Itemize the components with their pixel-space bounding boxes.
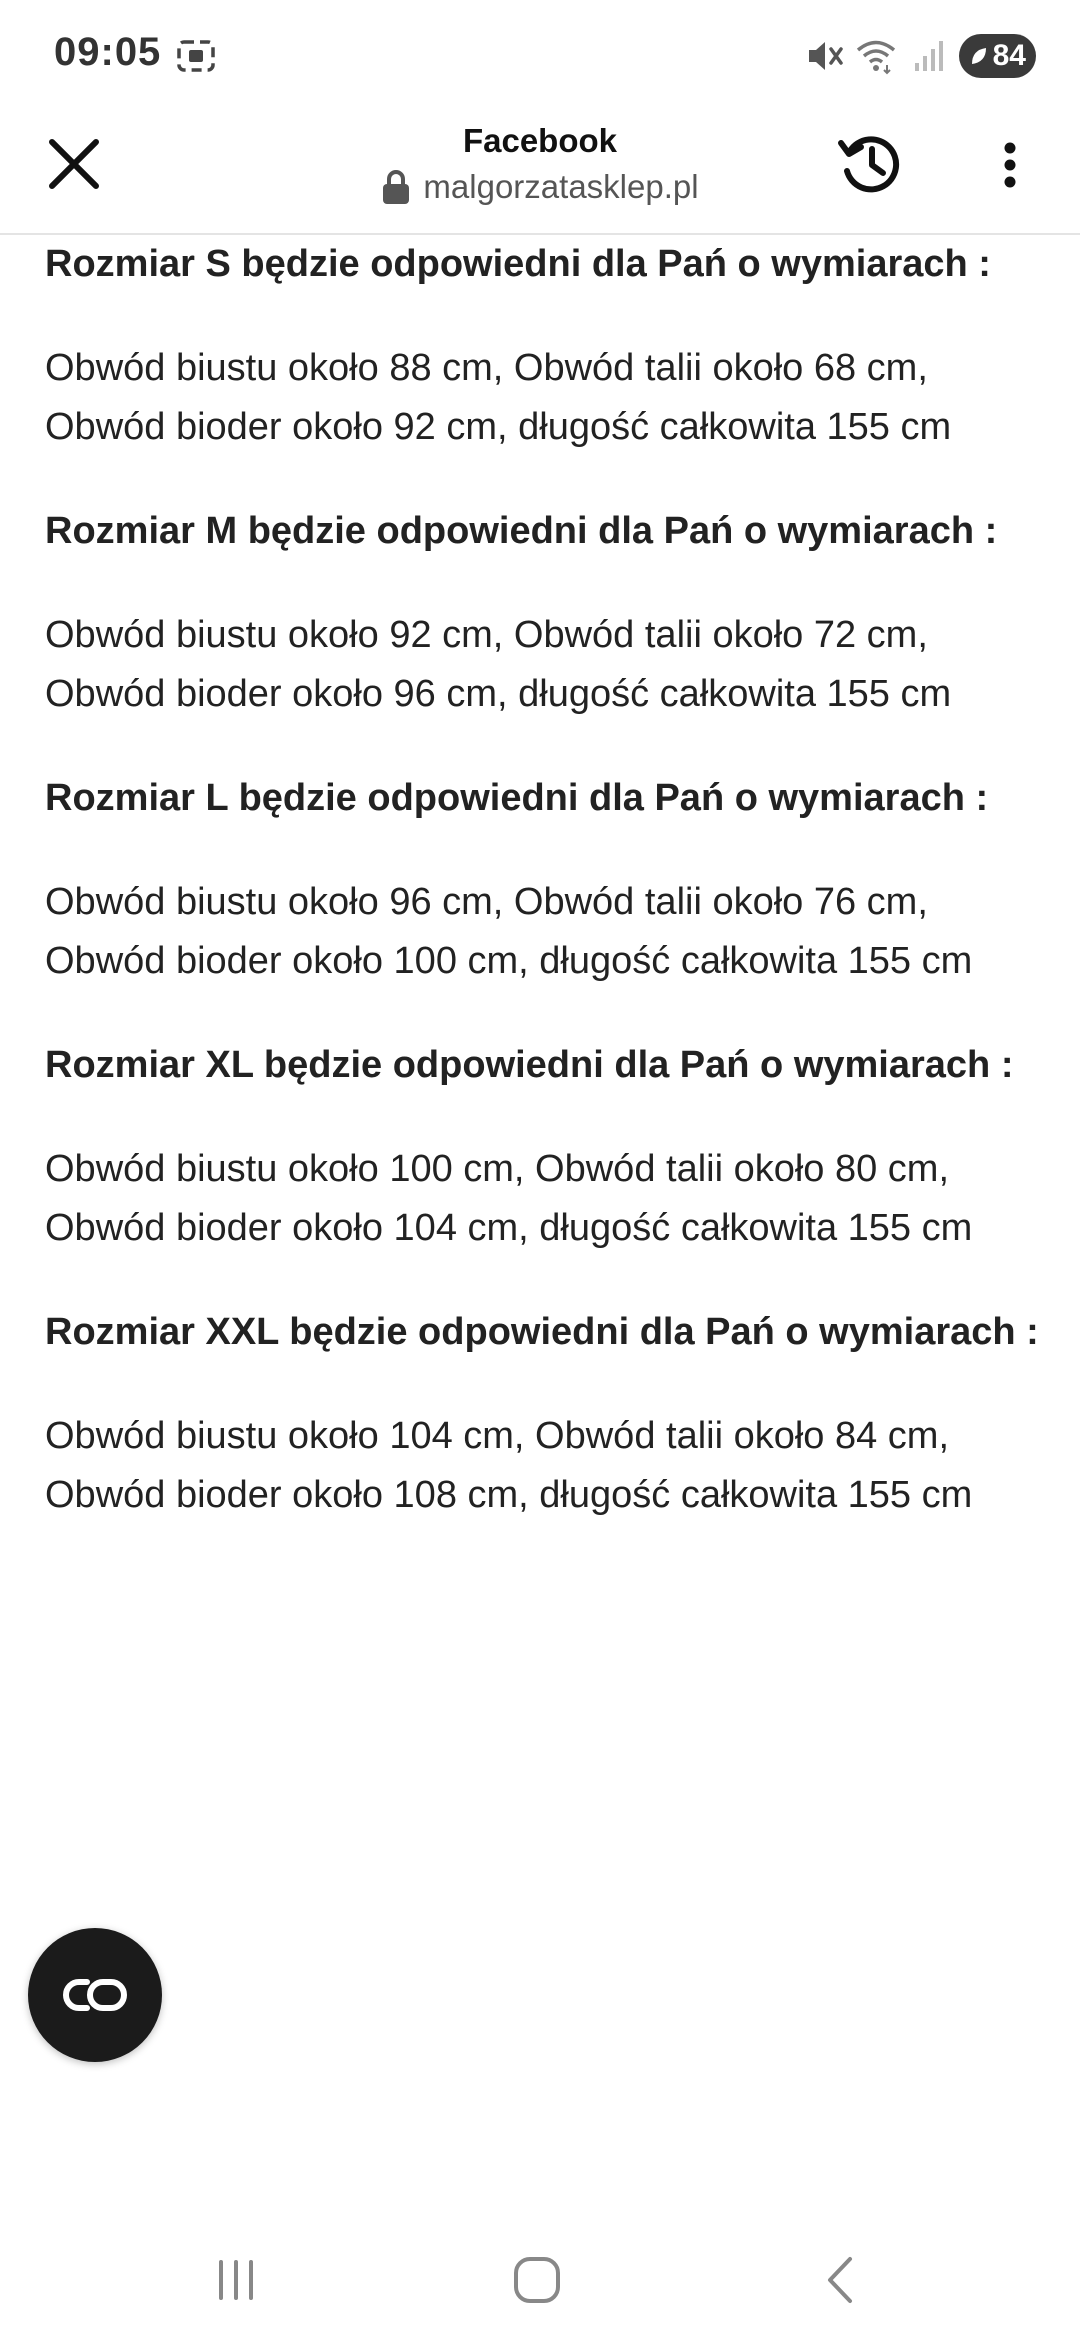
battery-indicator	[959, 34, 1036, 78]
header-title-block	[300, 122, 780, 206]
size-block-l	[45, 769, 1045, 991]
system-nav-bar	[0, 2220, 1080, 2340]
browser-header	[0, 110, 1080, 235]
battery-saver-icon	[969, 44, 989, 68]
back-button[interactable]	[800, 2250, 880, 2310]
size-block-xxl	[45, 1303, 1045, 1525]
wifi-icon	[855, 35, 897, 77]
close-icon	[46, 136, 102, 192]
status-bar	[0, 0, 1080, 110]
size-heading: Rozmiar M będzie odpowiedni dla Pań o wymiarach :	[45, 510, 998, 552]
size-description: Obwód biustu około 92 cm, Obwód talii około 72 cm, Obwód bioder około 96 cm, długość całkowita 155 cm	[45, 614, 952, 715]
more-vert-icon	[1002, 140, 1018, 190]
status-time: 09:05	[54, 30, 162, 74]
size-block-s	[45, 235, 1045, 457]
history-icon	[836, 129, 906, 199]
screenshot-icon	[176, 38, 216, 74]
lock-icon	[381, 168, 411, 206]
page-url: malgorzatasklep.pl	[423, 168, 699, 205]
size-description: Obwód biustu około 96 cm, Obwód talii około 76 cm, Obwód bioder około 100 cm, długość całkowita 155 cm	[45, 881, 973, 982]
size-description: Obwód biustu około 100 cm, Obwód talii około 80 cm, Obwód bioder około 104 cm, długość całkowita 155 cm	[45, 1148, 973, 1249]
url-row[interactable]	[300, 168, 780, 206]
size-description: Obwód biustu około 88 cm, Obwód talii około 68 cm, Obwód bioder około 92 cm, długość całkowita 155 cm	[45, 347, 952, 448]
close-button[interactable]	[40, 130, 108, 198]
more-options-button[interactable]	[985, 132, 1035, 198]
recent-apps-button[interactable]	[196, 2250, 276, 2310]
battery-level: 84	[992, 39, 1026, 72]
size-description: Obwód biustu około 104 cm, Obwód talii około 84 cm, Obwód bioder około 108 cm, długość całkowita 155 cm	[45, 1415, 973, 1516]
size-heading: Rozmiar L będzie odpowiedni dla Pań o wymiarach :	[45, 777, 989, 819]
size-chart-content	[45, 235, 1045, 1570]
size-heading: Rozmiar XXL będzie odpowiedni dla Pań o wymiarach :	[45, 1311, 1039, 1353]
history-button[interactable]	[833, 126, 909, 202]
home-button[interactable]	[497, 2250, 577, 2310]
size-block-xl	[45, 1036, 1045, 1258]
size-heading: Rozmiar XL będzie odpowiedni dla Pań o wymiarach :	[45, 1044, 1014, 1086]
page-title: Facebook	[462, 122, 618, 159]
floating-link-button[interactable]	[28, 1928, 162, 2062]
size-block-m	[45, 502, 1045, 724]
home-icon	[511, 2254, 563, 2306]
signal-icon	[907, 35, 949, 77]
size-heading: Rozmiar S będzie odpowiedni dla Pań o wymiarach :	[45, 243, 991, 285]
co-link-icon	[55, 1970, 135, 2020]
back-icon	[820, 2255, 860, 2305]
mute-icon	[803, 35, 845, 77]
recent-apps-icon	[211, 2258, 261, 2302]
